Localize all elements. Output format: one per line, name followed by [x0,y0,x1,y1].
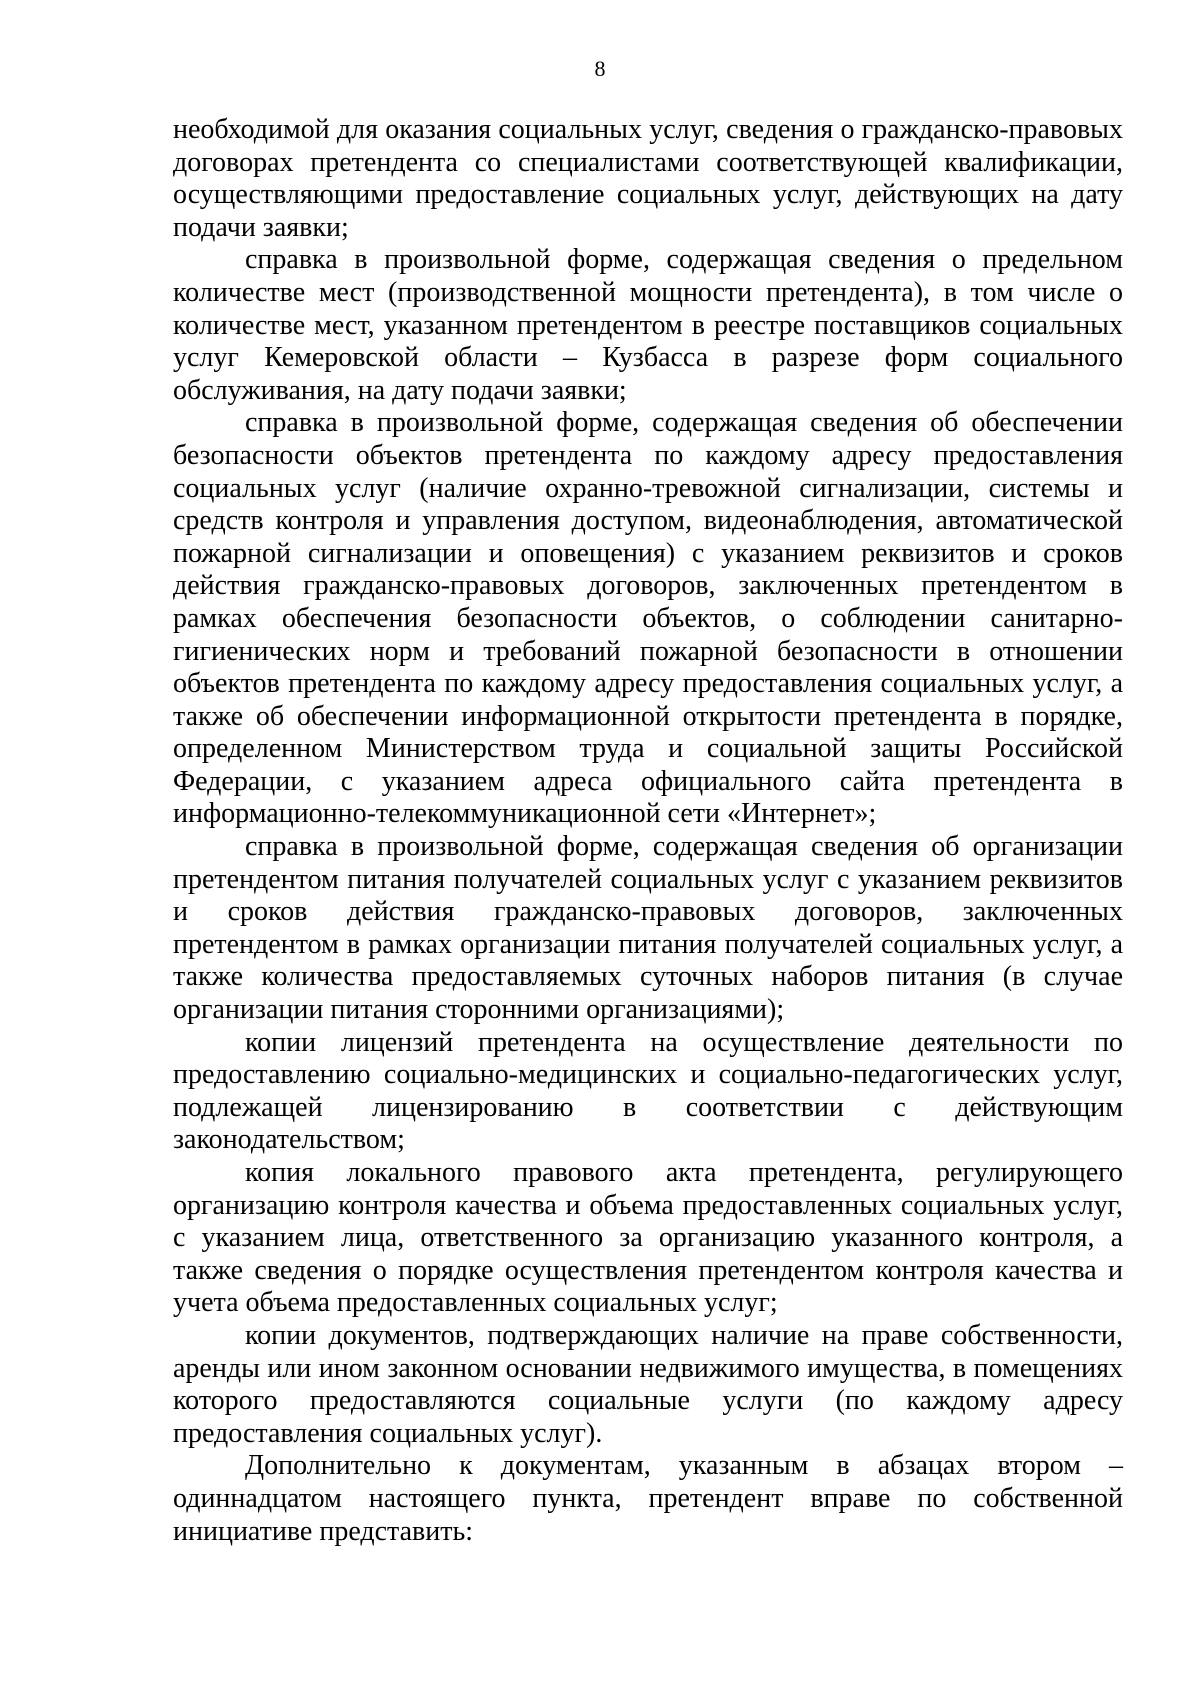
paragraph-safety-certificate: справка в произвольной форме, содержащая сведения об обеспечении безопасности объектов претендента по каждому адресу предоставления социальных услуг (наличие охранно-тревожной сигнализации, системы и средств контроля и управления доступом, видеонаблюдения, автоматической пожарной сигнализации и оповещения) с указанием реквизитов и сроков действия гражданско-правовых договоров, заключенных претендентом в рамках обеспечения безопасности объектов, о соблюдении санитарно-гигиенических норм и требований пожарной безопасности в отношении объектов претендента по каждому адресу предоставления социальных услуг, а также об обеспечении информационной открытости претендента в порядке, определенном Министерством труда и социальной защиты Российской Федерации, с указанием адреса официального сайта претендента в информационно-телекоммуникационной сети «Интернет»; [173,407,1123,830]
paragraph-continuation: необходимой для оказания социальных услуг, сведения о гражданско-правовых договорах претендента со специалистами соответствующей квалификации, осуществляющими предоставление социальных услуг, действующих на дату подачи заявки; [173,114,1123,243]
paragraph-additional-documents: Дополнительно к документам, указанным в абзацах втором – одиннадцатом настоящего пункта, претендент вправе по собственной инициативе представить: [173,1450,1123,1547]
paragraph-licenses: копии лицензий претендента на осуществление деятельности по предоставлению социально-медицинских и социально-педагогических услуг, подлежащей лицензированию в соответствии с действующим законодательством; [173,1026,1123,1156]
paragraph-catering-certificate: справка в произвольной форме, содержащая сведения об организации претендентом питания получателей социальных услуг с указанием реквизитов и сроков действия гражданско-правовых договоров, заключенных претендентом в рамках организации питания получателей социальных услуг, а также количества предоставляемых суточных наборов питания (в случае организации питания сторонними организациями); [173,831,1123,1026]
paragraph-property-documents: копии документов, подтверждающих наличие на праве собственности, аренды или ином законном основании недвижимого имущества, в помещениях которого предоставляются социальные услуги (по каждому адресу предоставления социальных услуг). [173,1319,1123,1449]
paragraph-quality-control-act: копия локального правового акта претендента, регулирующего организацию контроля качества и объема предоставленных социальных услуг, с указанием лица, ответственного за организацию указанного контроля, а также сведения о порядке осуществления претендентом контроля качества и учета объема предоставленных социальных услуг; [173,1157,1123,1319]
paragraph-capacity-certificate: справка в произвольной форме, содержащая сведения о предельном количестве мест (производственной мощности претендента), в том числе о количестве мест, указанном претендентом в реестре поставщиков социальных услуг Кемеровской области – Кузбасса в разрезе форм социального обслуживания, на дату подачи заявки; [173,244,1123,406]
document-body [173,114,1123,1548]
page-number: 8 [594,56,606,81]
